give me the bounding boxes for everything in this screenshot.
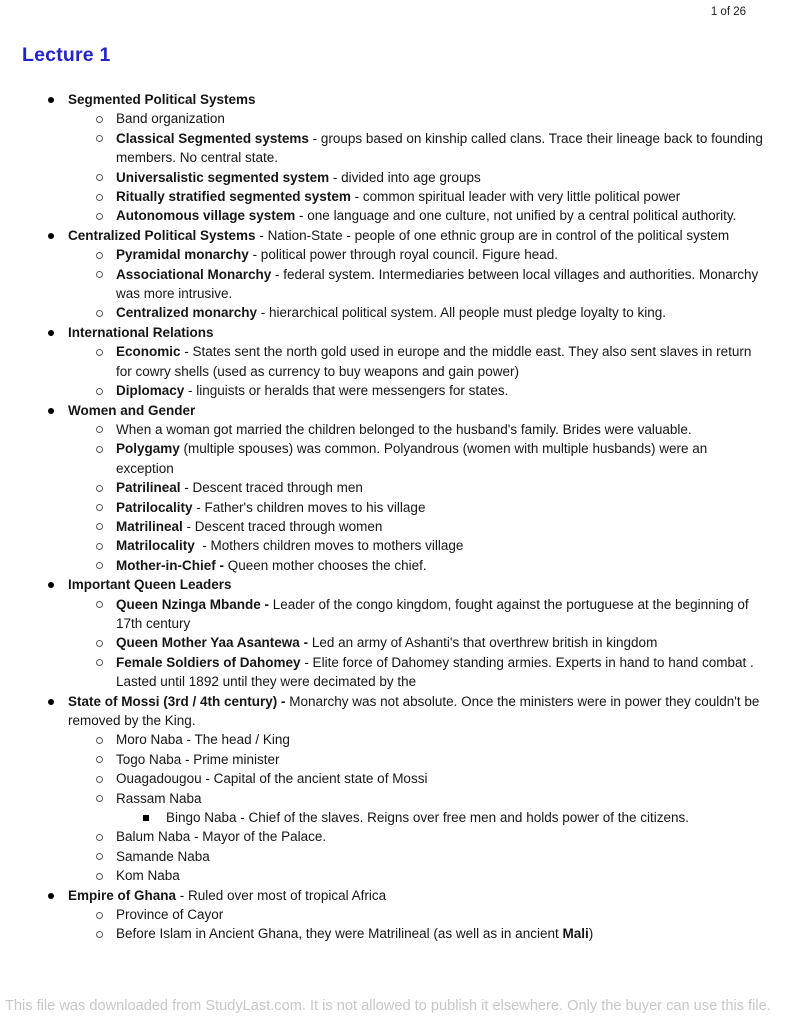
list-item bbox=[0, 498, 767, 517]
list-item-text: Moro Naba - The head / King bbox=[116, 732, 290, 748]
list-item bbox=[0, 187, 767, 206]
open-circle-bullet-icon bbox=[94, 750, 116, 764]
list-item-text: Diplomacy - linguists or heralds that were messengers for states. bbox=[116, 383, 509, 399]
list-item bbox=[0, 168, 767, 187]
list-item-text: When a woman got married the children belonged to the husband's family. Brides were valuable. bbox=[116, 421, 692, 437]
list-item-text: Matrilineal - Descent traced through women bbox=[116, 518, 383, 534]
list-item bbox=[0, 323, 767, 342]
list-item-text: Samande Naba bbox=[116, 848, 210, 864]
list-item-text: Queen Mother Yaa Asantewa - Led an army of Ashanti's that overthrew british in kingdom bbox=[116, 635, 658, 651]
list-item-text: Economic - States sent the north gold used in europe and the middle east. They also sent slaves in return for cowry shells (used as currency to buy weapons and gain power) bbox=[116, 344, 756, 379]
list-item-text: Polygamy (multiple spouses) was common. Polyandrous (women with multiple husbands) were an exception bbox=[116, 441, 712, 476]
list-item bbox=[0, 924, 767, 943]
list-item-text: Pyramidal monarchy - political power through royal council. Figure head. bbox=[116, 247, 558, 263]
open-circle-bullet-icon bbox=[94, 556, 116, 570]
list-item bbox=[0, 866, 767, 885]
open-circle-bullet-icon bbox=[94, 187, 116, 201]
open-circle-bullet-icon bbox=[94, 847, 116, 861]
open-circle-bullet-icon bbox=[94, 905, 116, 919]
page-title: Lecture 1 bbox=[22, 44, 111, 66]
list-item bbox=[0, 750, 767, 769]
list-item bbox=[0, 478, 767, 497]
watermark-text: This file was downloaded from StudyLast.com. It is not allowed to publish it elsewhere. Only the buyer can use this file. bbox=[5, 998, 771, 1014]
open-circle-bullet-icon bbox=[94, 342, 116, 356]
list-item bbox=[0, 905, 767, 924]
list-item bbox=[0, 342, 767, 381]
list-item-text: Matrilocality - Mothers children moves to mothers village bbox=[116, 538, 464, 554]
open-circle-bullet-icon bbox=[94, 109, 116, 123]
list-item bbox=[0, 595, 767, 634]
list-item bbox=[0, 381, 767, 400]
list-item-text: Autonomous village system - one language and one culture, not unified by a central political authority. bbox=[116, 208, 737, 224]
open-circle-bullet-icon bbox=[94, 789, 116, 803]
list-item-text: Empire of Ghana - Ruled over most of tropical Africa bbox=[68, 887, 387, 903]
list-item-text: Queen Nzinga Mbande - Leader of the congo kingdom, fought against the portuguese at the beginning of 17th century bbox=[116, 596, 753, 631]
list-item bbox=[0, 808, 767, 827]
list-item bbox=[0, 439, 767, 478]
open-circle-bullet-icon bbox=[94, 730, 116, 744]
list-item bbox=[0, 886, 767, 905]
lecture-notes-outline bbox=[0, 90, 791, 944]
list-item-text: Kom Naba bbox=[116, 868, 180, 884]
list-item bbox=[0, 401, 767, 420]
list-item-text: Associational Monarchy - federal system. Intermediaries between local villages and authorities. Monarchy was more intrusive. bbox=[116, 266, 763, 302]
list-item-text: International Relations bbox=[68, 324, 214, 340]
open-circle-bullet-icon bbox=[94, 245, 116, 259]
filled-circle-bullet-icon bbox=[46, 575, 68, 588]
list-item-text: Centralized monarchy - hierarchical political system. All people must pledge loyalty to king. bbox=[116, 305, 666, 321]
list-item bbox=[0, 129, 767, 168]
filled-circle-bullet-icon bbox=[46, 886, 68, 899]
list-item bbox=[0, 90, 767, 109]
list-item bbox=[0, 303, 767, 322]
open-circle-bullet-icon bbox=[94, 924, 116, 938]
open-circle-bullet-icon bbox=[94, 168, 116, 182]
list-item bbox=[0, 827, 767, 846]
open-circle-bullet-icon bbox=[94, 381, 116, 395]
list-item-text: Province of Cayor bbox=[116, 907, 224, 923]
open-circle-bullet-icon bbox=[94, 633, 116, 647]
list-item bbox=[0, 769, 767, 788]
list-item bbox=[0, 109, 767, 128]
list-item-text: Patrilocality - Father's children moves to his village bbox=[116, 499, 426, 515]
open-circle-bullet-icon bbox=[94, 769, 116, 783]
list-item-text: Before Islam in Ancient Ghana, they were Matrilineal (as well as in ancient Mali) bbox=[116, 926, 594, 942]
list-item-text: Rassam Naba bbox=[116, 790, 202, 806]
list-item-text: Togo Naba - Prime minister bbox=[116, 751, 280, 767]
open-circle-bullet-icon bbox=[94, 265, 116, 279]
open-circle-bullet-icon bbox=[94, 536, 116, 550]
open-circle-bullet-icon bbox=[94, 129, 116, 143]
list-item bbox=[0, 226, 767, 245]
list-item-text: Female Soldiers of Dahomey - Elite force of Dahomey standing armies. Experts in hand to hand combat . Lasted until 1892 until they were decimated by the bbox=[116, 654, 758, 690]
filled-circle-bullet-icon bbox=[46, 90, 68, 103]
list-item bbox=[0, 653, 767, 692]
open-circle-bullet-icon bbox=[94, 498, 116, 512]
list-item-text: Centralized Political Systems - Nation-State - people of one ethnic group are in control of the political system bbox=[68, 227, 730, 243]
list-item bbox=[0, 730, 767, 749]
list-item-text: Important Queen Leaders bbox=[68, 577, 232, 593]
list-item bbox=[0, 556, 767, 575]
list-item bbox=[0, 265, 767, 304]
list-item bbox=[0, 420, 767, 439]
list-item-text: Mother-in-Chief - Queen mother chooses the chief. bbox=[116, 557, 427, 573]
list-item bbox=[0, 633, 767, 652]
open-circle-bullet-icon bbox=[94, 439, 116, 453]
list-item bbox=[0, 575, 767, 594]
list-item-text: Patrilineal - Descent traced through men bbox=[116, 480, 363, 496]
list-item-text: Bingo Naba - Chief of the slaves. Reigns over free men and holds power of the citizens. bbox=[166, 810, 690, 826]
list-item-text: Universalistic segmented system - divided into age groups bbox=[116, 169, 481, 185]
list-item bbox=[0, 536, 767, 555]
list-item-text: Ritually stratified segmented system - common spiritual leader with very little political power bbox=[116, 189, 681, 205]
open-circle-bullet-icon bbox=[94, 420, 116, 434]
list-item-text: Ouagadougou - Capital of the ancient state of Mossi bbox=[116, 771, 428, 787]
list-item bbox=[0, 692, 767, 731]
list-item bbox=[0, 789, 767, 808]
open-circle-bullet-icon bbox=[94, 653, 116, 667]
list-item bbox=[0, 517, 767, 536]
filled-circle-bullet-icon bbox=[46, 401, 68, 414]
list-item-text: State of Mossi (3rd / 4th century) - Monarchy was not absolute. Once the ministers were in power they couldn't be removed by the King. bbox=[68, 693, 764, 728]
open-circle-bullet-icon bbox=[94, 206, 116, 220]
open-circle-bullet-icon bbox=[94, 517, 116, 531]
list-item-text: Balum Naba - Mayor of the Palace. bbox=[116, 829, 327, 845]
list-item-text: Segmented Political Systems bbox=[68, 92, 256, 107]
list-item bbox=[0, 245, 767, 264]
list-item bbox=[0, 206, 767, 225]
list-item bbox=[0, 847, 767, 866]
filled-square-bullet-icon bbox=[141, 808, 166, 821]
open-circle-bullet-icon bbox=[94, 827, 116, 841]
open-circle-bullet-icon bbox=[94, 478, 116, 492]
open-circle-bullet-icon bbox=[94, 595, 116, 609]
open-circle-bullet-icon bbox=[94, 303, 116, 317]
list-item-text: Classical Segmented systems - groups based on kinship called clans. Trace their lineage back to founding members. No central state. bbox=[116, 130, 767, 166]
filled-circle-bullet-icon bbox=[46, 692, 68, 705]
page-indicator: 1 of 26 bbox=[710, 6, 746, 18]
list-item-text: Women and Gender bbox=[68, 402, 196, 418]
list-item-text: Band organization bbox=[116, 111, 225, 127]
filled-circle-bullet-icon bbox=[46, 323, 68, 336]
open-circle-bullet-icon bbox=[94, 866, 116, 880]
filled-circle-bullet-icon bbox=[46, 226, 68, 239]
